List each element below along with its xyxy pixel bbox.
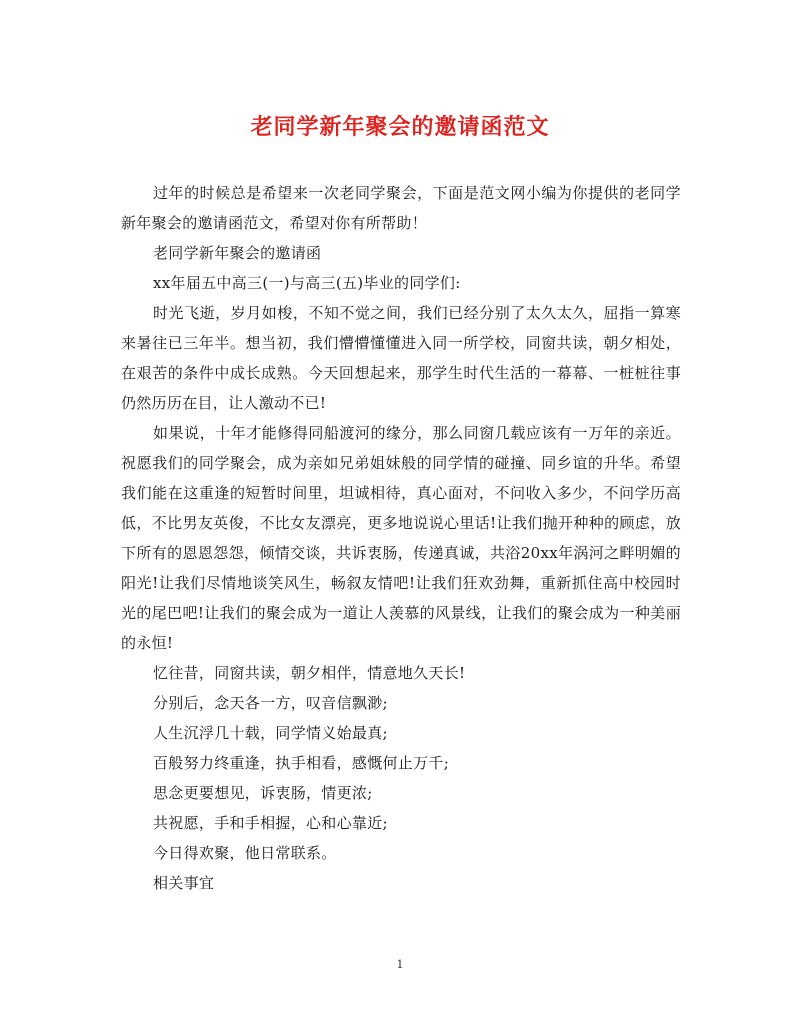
- letter-heading: 老同学新年聚会的邀请函: [153, 244, 322, 262]
- document-body: [121, 178, 681, 898]
- poem-line: 思念更要想见，诉衷肠，情更浓;: [153, 784, 373, 802]
- poem-line: 今日得欢聚，他日常联系。: [153, 844, 337, 862]
- poem-line: 忆往昔，同窗共读，朝夕相伴，情意地久天长!: [153, 664, 466, 682]
- page-number: 1: [396, 958, 404, 971]
- section-heading: 相关事宜: [153, 874, 215, 892]
- poem-line: 人生沉浮几十载，同学情义始最真;: [153, 724, 388, 742]
- body-paragraph: 如果说，十年才能修得同船渡河的缘分，那么同窗几载应该有一万年的亲近。祝愿我们的同学聚会，成为亲如兄弟姐妹般的同学情的碰撞、同乡谊的升华。希望我们能在这重逢的短暂时间里，坦诚相待，真心面对，不问收入多少，不问学历高低，不比男友英俊，不比女友漂亮，更多地说说心里话!让我们抛开种种的顾虑，放下所有的恩恩怨怨，倾情交谈，共诉衷肠，传递真诚，共浴20xx年涡河之畔明媚的阳光!让我们尽情地谈笑风生，畅叙友情吧!让我们狂欢劲舞，重新抓住高中校园时光的尾巴吧!让我们的聚会成为一道让人羡慕的风景线，让我们的聚会成为一种美丽的永恒!: [121, 424, 681, 652]
- document-title: 老同学新年聚会的邀请函范文: [250, 114, 550, 140]
- poem-line: 分别后，念天各一方，叹音信飘渺;: [153, 694, 388, 712]
- poem-line: 百般努力终重逢，执手相看，感慨何止万千;: [153, 754, 450, 772]
- body-paragraph: 时光飞逝，岁月如梭，不知不觉之间，我们已经分别了太久太久，屈指一算寒来暑往已三年半。想当初，我们懵懵懂懂进入同一所学校，同窗共读，朝夕相处，在艰苦的条件中成长成熟。今天回想起来，那学生时代生活的一幕幕、一桩桩往事仍然历历在目，让人激动不已!: [121, 304, 681, 412]
- poem-line: 共祝愿，手和手相握，心和心靠近;: [153, 814, 388, 832]
- letter-salutation: xx年届五中高三(一)与高三(五)毕业的同学们:: [153, 274, 461, 292]
- intro-paragraph: 过年的时候总是希望来一次老同学聚会，下面是范文网小编为你提供的老同学新年聚会的邀请函范文，希望对你有所帮助！: [121, 184, 681, 232]
